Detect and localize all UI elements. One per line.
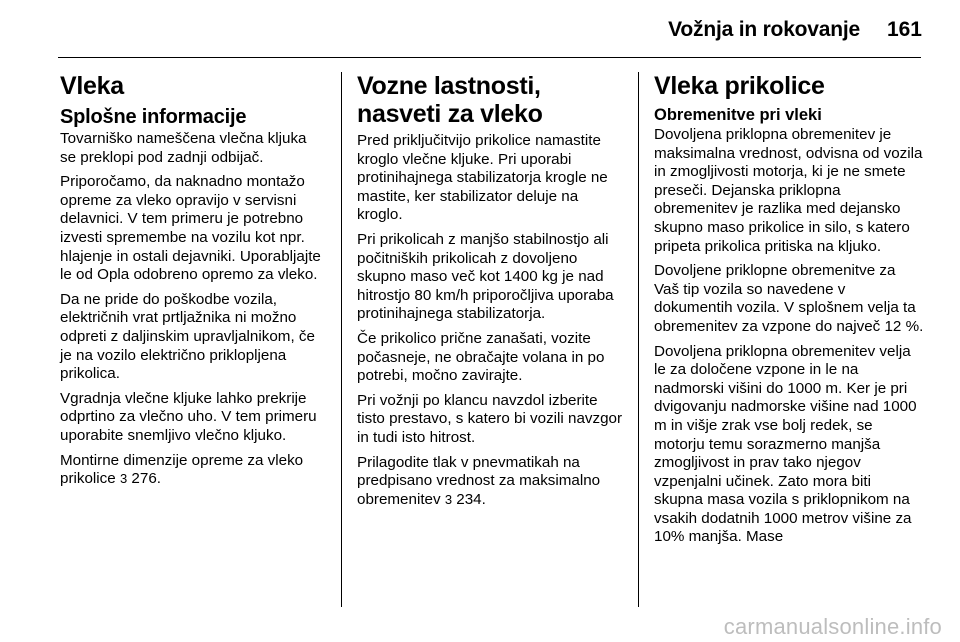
- column-2: [357, 72, 623, 515]
- paragraph: Dovoljena priklopna obremenitev velja le za določene vzpone in le na nadmorski višini do 1000 m. Ker je pri dvigovanju nadmorske višine nad 1000 m in višje zrak vse bolj redek, se motorju temu sorazmerno manjša zmogljivost in prav tako njegov vzpenjalni učinek. Zato mora biti skupna masa vozila s priklopnikom na vsakih dodatnih 1000 metrov višine za 10% manjša. Mase: [654, 342, 917, 546]
- page-header: [0, 0, 960, 58]
- paragraph: Dovoljena priklopna obremenitev je maksimalna vrednost, odvisna od vozila in zmogljivosti motorja, ki je ne smete preseči. Dejanska priklopna obremenitev je razlika med dejansko skupno maso prikolice in silo, s katero pripeta prikolica pritiska na kljuko.: [654, 126, 923, 255]
- section-heading-vleka: Vleka: [60, 72, 124, 100]
- column-divider-2: [638, 72, 639, 607]
- paragraph: Vgradnja vlečne kljuke lahko prekrije odprtino za vlečno uho. V tem primeru uporabite snemljivo vlečno kljuko.: [60, 389, 317, 444]
- section-title: Vožnja in rokovanje: [668, 18, 860, 41]
- page-reference-link[interactable]: 276.: [131, 470, 161, 488]
- paragraph-text: Prilagodite tlak v pnevmatikah na predpisano vrednost za maksimalno obremenitev: [357, 453, 601, 508]
- paragraph: Dovoljene priklopne obremenitve za Vaš tip vozila so navedene v dokumentih vozila. V splošnem velja ta obremenitev za vzpone do največ 12 %.: [654, 262, 924, 335]
- paragraph-text: Montirne dimenzije opreme za vleko prikolice: [60, 451, 304, 488]
- section-heading-trailer-towing: Vleka prikolice: [654, 72, 825, 100]
- reference-arrow-icon: 3: [444, 491, 453, 507]
- paragraph-with-reference: [357, 454, 623, 510]
- paragraph-with-reference: [60, 452, 326, 489]
- paragraph: Priporočamo, da naknadno montažo opreme za vleko opravijo v servisni delavnici. V tem primeru je potrebno izvesti spremembe na vozilu kot npr. hlajenje in ostali dejavniki. Uporabljajte le od Opla odobreno opremo za vleko.: [60, 173, 321, 284]
- paragraph: Tovarniško nameščena vlečna kljuka se preklopi pod zadnji odbijač.: [60, 130, 307, 166]
- page-reference-link[interactable]: 234.: [456, 490, 486, 508]
- subheading-general-info: Splošne informacije: [60, 106, 247, 128]
- column-3: [654, 72, 924, 553]
- column-divider-1: [341, 72, 342, 607]
- paragraph: Pred priključitvijo prikolice namastite kroglo vlečne kljuke. Pri uporabi protinihajnega stabilizatorja krogle ne mastite, ker stabilizator deluje na kroglo.: [357, 132, 608, 224]
- paragraph: Pri prikolicah z manjšo stabilnostjo ali počitniških prikolicah z dovoljeno skupno maso več kot 1400 kg je nad hitrostjo 80 km/h priporočljiva uporaba protinihajnega stabilizatorja.: [357, 230, 614, 323]
- watermark: carmanualsonline.info: [723, 614, 942, 639]
- paragraph: Pri vožnji po klancu navzdol izberite tisto prestavo, s katero bi vozili navzgor in tudi isto hitrost.: [357, 391, 623, 446]
- header-divider: [58, 57, 921, 58]
- paragraph: Če prikolico prične zanašati, vozite počasneje, ne obračajte volana in po potrebi, močno zavirajte.: [357, 329, 605, 385]
- section-heading-driving-tips: Vozne lastnosti, nasveti za vleko: [357, 72, 543, 128]
- paragraph: Da ne pride do poškodbe vozila, električnih vrat prtljažnika ni možno odpreti z daljinskim upravljalnikom, če je na vozilo električno priklopljena prikolica.: [60, 290, 315, 383]
- page-number: 161: [886, 18, 922, 41]
- reference-arrow-icon: 3: [119, 471, 128, 487]
- subheading-towing-loads: Obremenitve pri vleki: [654, 106, 822, 124]
- column-1: [60, 72, 326, 495]
